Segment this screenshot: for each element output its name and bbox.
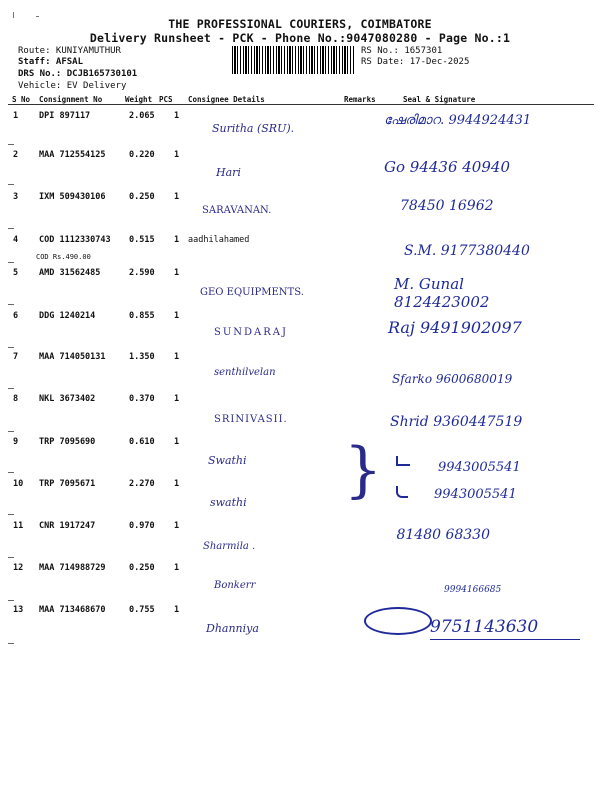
row-sno: 12 [13, 563, 24, 573]
row-weight: 0.370 [129, 394, 155, 404]
runsheet-subtitle: Delivery Runsheet - PCK - Phone No.:9047080280 - Page No.:1 [89, 31, 511, 45]
row-consignment: DDG 1240214 [39, 311, 96, 321]
row-weight: 0.855 [129, 311, 155, 321]
row-weight: 2.270 [129, 479, 155, 489]
col-header-signature: Seal & Signature [403, 95, 476, 104]
row-consignment: IXM 509430106 [39, 192, 106, 202]
row-consignee-handwritten: Swathi [208, 454, 247, 467]
row-sno: 5 [13, 268, 19, 278]
row-sno: 13 [13, 605, 24, 615]
row-consignee-handwritten: Dhanniya [206, 622, 259, 635]
row-sno: 11 [13, 521, 24, 531]
brace-mark: } [344, 435, 383, 505]
row-divider [8, 184, 14, 185]
signature-mark [396, 456, 410, 466]
row-consignment: COD 1112330743 [39, 235, 111, 245]
row-weight: 0.220 [129, 150, 155, 160]
row-divider [8, 347, 14, 348]
header-rule [8, 104, 594, 105]
row-consignment: AMD 31562485 [39, 268, 101, 278]
row-consignment: TRP 7095690 [39, 437, 96, 447]
row-sno: 6 [13, 311, 19, 321]
row-signature: Sfarko 9600680019 [392, 372, 513, 386]
cod-amount: COD Rs.490.00 [36, 253, 91, 261]
row-signature: 9751143630 [430, 617, 539, 637]
row-divider [8, 472, 14, 473]
row-pcs: 1 [174, 311, 180, 321]
row-sno: 1 [13, 111, 19, 121]
row-pcs: 1 [174, 192, 180, 202]
row-consignee-handwritten: Suritha (SRU). [212, 122, 295, 135]
row-divider [8, 600, 14, 601]
row-weight: 0.515 [129, 235, 155, 245]
row-consignment: MAA 713468670 [39, 605, 106, 615]
row-consignee-handwritten: Sharmila . [203, 541, 256, 552]
staff-label: Staff: AFSAL [18, 57, 84, 67]
rs-date: RS Date: 17-Dec-2025 [361, 57, 470, 67]
row-signature: 78450 16962 [400, 198, 494, 214]
row-consignment: MAA 714988729 [39, 563, 106, 573]
row-signature: ഷേരിമാറ. 9944924431 [384, 113, 532, 128]
row-consignee-handwritten: Hari [216, 166, 241, 179]
row-pcs: 1 [174, 352, 180, 362]
row-divider [8, 262, 14, 263]
row-weight: 2.590 [129, 268, 155, 278]
row-signature: Go 94436 40940 [384, 158, 510, 176]
row-weight: 0.610 [129, 437, 155, 447]
row-consignee-handwritten: SUNDARAJ [214, 327, 289, 338]
row-pcs: 1 [174, 563, 180, 573]
row-consignee-handwritten: senthilvelan [214, 367, 276, 378]
row-sno: 10 [13, 479, 24, 489]
barcode-icon [232, 46, 355, 74]
row-consignee-handwritten: GEO EQUIPMENTS. [200, 287, 304, 298]
row-signature: 9994166685 [444, 585, 502, 595]
row-consignee-handwritten: swathi [210, 496, 247, 509]
row-divider [8, 643, 14, 644]
row-weight: 0.250 [129, 192, 155, 202]
col-header-consignee: Consignee Details [188, 95, 265, 104]
col-header-weight: Weight [125, 95, 153, 104]
row-pcs: 1 [174, 150, 180, 160]
vehicle-label: Vehicle: EV Delivery [18, 81, 127, 91]
row-pcs: 1 [174, 605, 180, 615]
row-divider [8, 388, 14, 389]
row-pcs: 1 [174, 394, 180, 404]
row-pcs: 1 [174, 479, 180, 489]
signature-mark [364, 607, 432, 635]
row-consignment: TRP 7095671 [39, 479, 96, 489]
row-consignee-handwritten: SRINIVASII. [214, 414, 288, 425]
row-sno: 2 [13, 150, 19, 160]
company-title: THE PROFESSIONAL COURIERS, COIMBATORE [168, 17, 432, 31]
row-signature: 9943005541 [438, 460, 521, 475]
row-divider [8, 514, 14, 515]
signature-mark [396, 486, 408, 498]
row-divider [8, 304, 14, 305]
drs-number: DRS No.: DCJB165730101 [18, 69, 138, 79]
row-consignment: MAA 714050131 [39, 352, 106, 362]
row-sno: 8 [13, 394, 19, 404]
row-weight: 0.970 [129, 521, 155, 531]
row-signature: Shrid 9360447519 [390, 414, 523, 430]
row-pcs: 1 [174, 268, 180, 278]
row-weight: 0.755 [129, 605, 155, 615]
row-pcs: 1 [174, 437, 180, 447]
col-header-pcs: PCS [159, 95, 173, 104]
row-sno: 3 [13, 192, 19, 202]
row-signature: M. Gunal 8124423002 [394, 275, 490, 311]
row-divider [8, 431, 14, 432]
row-sno: 4 [13, 235, 19, 245]
row-divider [8, 144, 14, 145]
row-pcs: 1 [174, 111, 180, 121]
row-sno: 7 [13, 352, 19, 362]
row-consignee: aadhilahamed [188, 235, 250, 245]
row-consignment: CNR 1917247 [39, 521, 96, 531]
row-divider [8, 557, 14, 558]
row-sno: 9 [13, 437, 19, 447]
row-signature: S.M. 9177380440 [404, 243, 530, 259]
row-consignee-handwritten: SARAVANAN. [202, 205, 272, 216]
rs-number: RS No.: 1657301 [361, 46, 443, 56]
route-label: Route: KUNIYAMUTHUR [18, 46, 121, 56]
row-weight: 1.350 [129, 352, 155, 362]
row-pcs: 1 [174, 521, 180, 531]
row-signature: 81480 68330 [396, 527, 490, 543]
col-header-sno: S No [12, 95, 31, 104]
row-signature: Raj 9491902097 [388, 318, 522, 337]
row-pcs: 1 [174, 235, 180, 245]
row-consignment: NKL 3673402 [39, 394, 96, 404]
row-weight: 0.250 [129, 563, 155, 573]
col-header-remarks: Remarks [344, 95, 376, 104]
signature-underline [430, 639, 580, 640]
row-consignment: MAA 712554125 [39, 150, 106, 160]
col-header-consignment: Consignment No [39, 95, 103, 104]
row-divider [8, 228, 14, 229]
row-weight: 2.065 [129, 111, 155, 121]
row-signature: 9943005541 [434, 487, 517, 502]
row-consignment: DPI 897117 [39, 111, 91, 121]
row-consignee-handwritten: Bonkerr [214, 580, 256, 591]
